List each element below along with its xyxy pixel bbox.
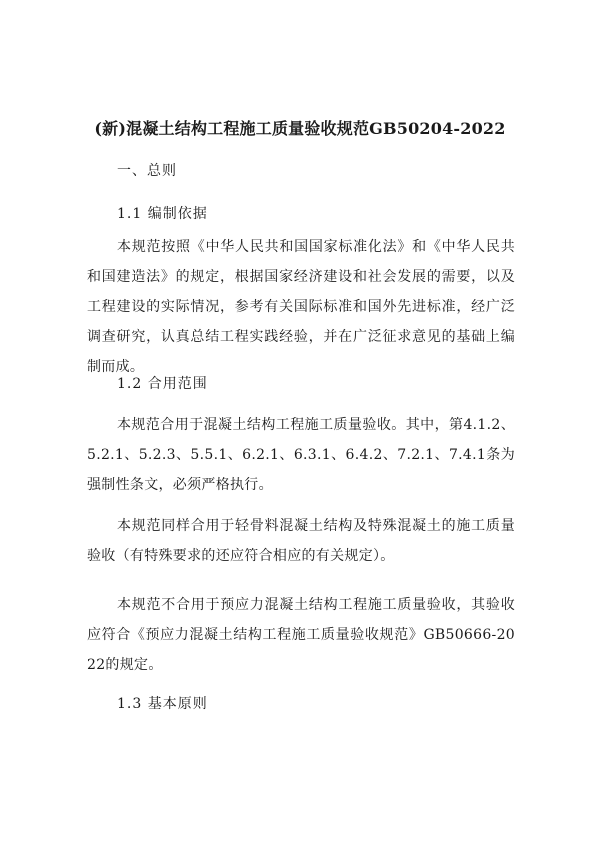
paragraph-scope-prestressed: 本规范不合用于预应力混凝土结构工程施工质量验收，其验收应符合《预应力混凝土结构工程施工质量验收规范》GB50666-2022的规定。 [87,597,515,673]
section-heading-scope: 1.2 合用范围 [117,376,208,392]
paragraph-scope-lightweight: 本规范同样合用于轻骨料混凝土结构及特殊混凝土的施工质量验收（有特殊要求的还应符合相应的有关规定）。 [87,518,515,564]
paragraph-scope-mandatory: 本规范合用于混凝土结构工程施工质量验收。其中，第4.1.2、5.2.1、5.2.3、5.5.1、6.2.1、6.3.1、6.4.2、7.2.1、7.4.1条为强制性条文，必须严格执行。 [87,417,515,493]
paragraph-basis: 本规范按照《中华人民共和国国家标准化法》和《中华人民共和国建造法》的规定，根据国家经济建设和社会发展的需要，以及工程建设的实际情况，参考有关国际标准和国外先进标准，经广泛调查研究，认真总结工程实践经验，并在广泛征求意见的基础上编制而成。 [87,239,515,375]
section-heading-general: 一、总则 [117,163,177,179]
section-heading-principles: 1.3 基本原则 [117,696,208,712]
section-heading-basis: 1.1 编制依据 [117,206,208,222]
document-title: (新)混凝土结构工程施工质量验收规范GB50204-2022 [94,119,506,138]
